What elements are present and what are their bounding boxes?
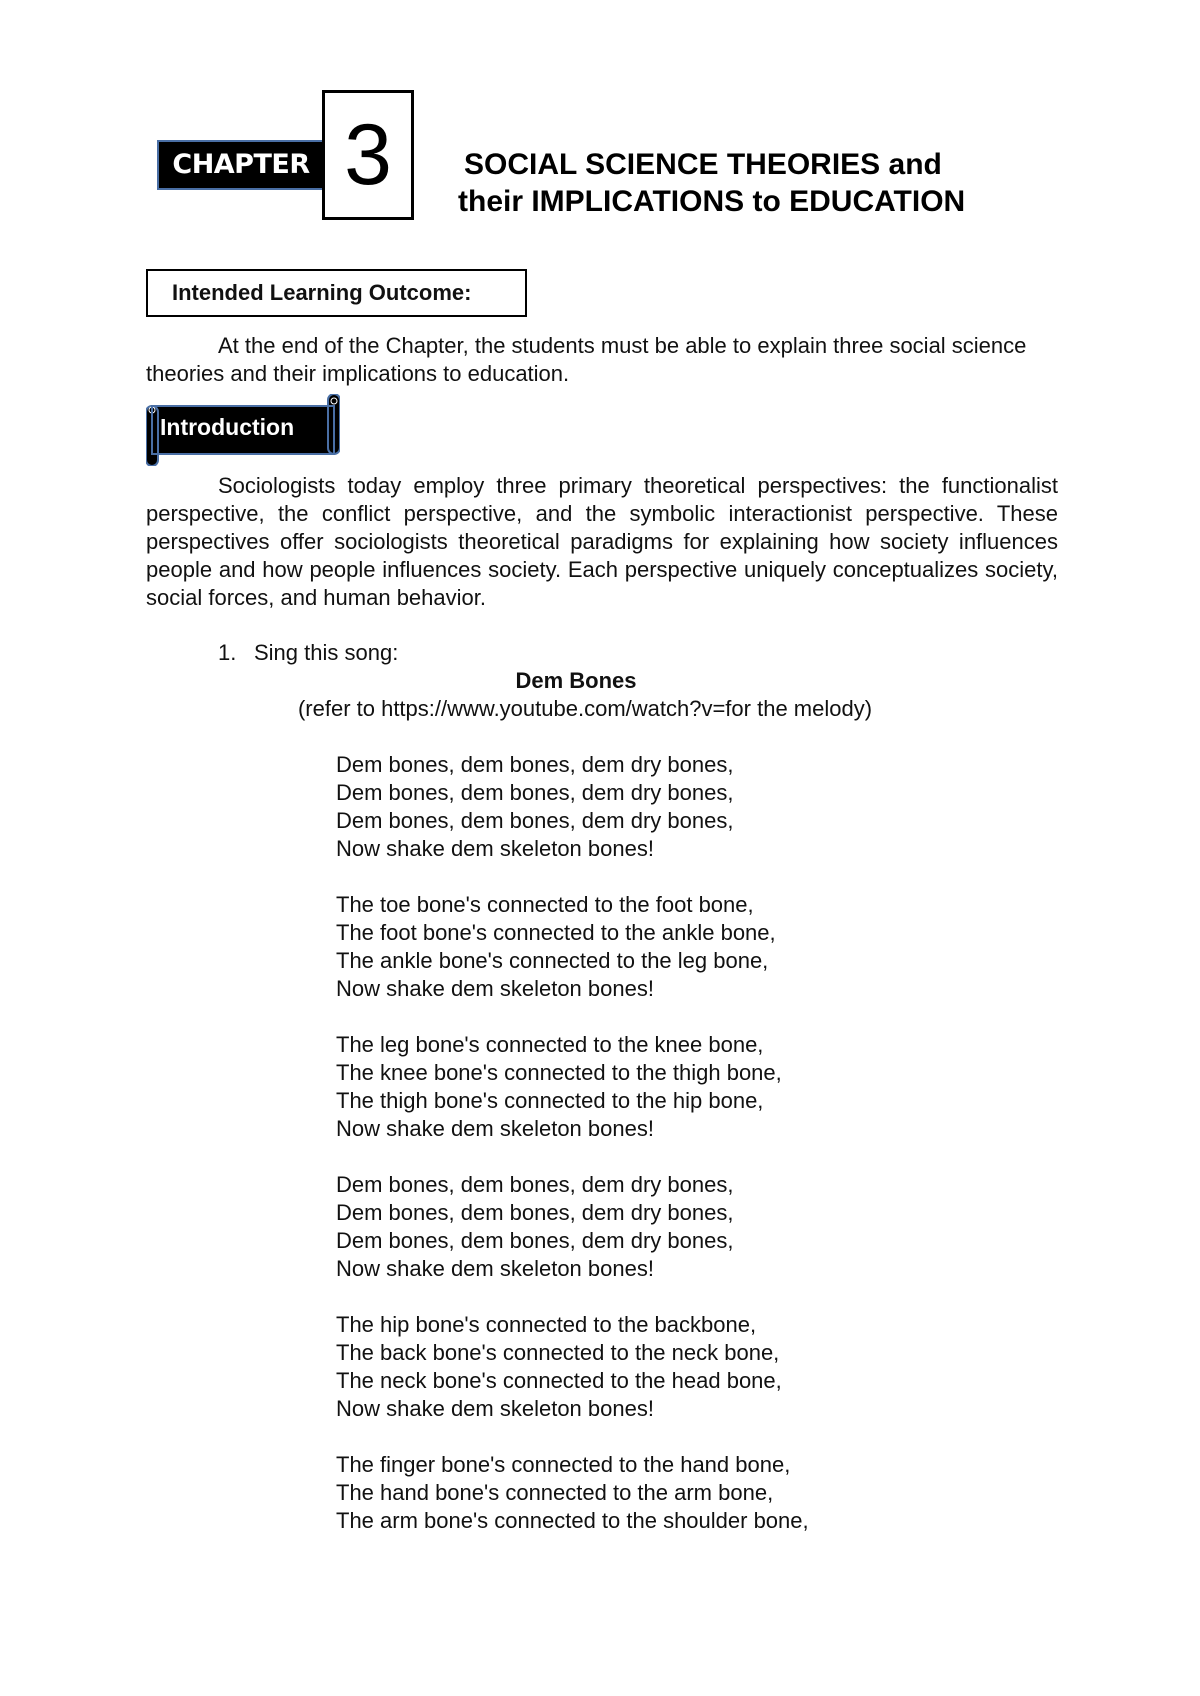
- ilo-heading: Intended Learning Outcome:: [172, 280, 472, 305]
- list-number: 1.: [218, 640, 237, 665]
- ilo-heading-box: [146, 269, 527, 317]
- lyric-line: The foot bone's connected to the ankle bone,: [336, 920, 776, 945]
- activity-instruction: Sing this song:: [254, 640, 399, 665]
- lyric-line: Dem bones, dem bones, dem dry bones,: [336, 1172, 734, 1197]
- lyric-line: The ankle bone's connected to the leg bone,: [336, 948, 769, 973]
- lyric-line: Dem bones, dem bones, dem dry bones,: [336, 780, 734, 805]
- introduction-text: Sociologists today employ three primary theoretical perspectives: the functionalist perspective, the conflict perspective, and the symbolic interactionist perspective. These perspectives offer sociologists theoretical paradigms for explaining how society influences people and how people influences society. Each perspective uniquely conceptualizes society, social forces, and human behavior.: [146, 473, 1058, 610]
- lyric-line: The hand bone's connected to the arm bone,: [336, 1480, 774, 1505]
- lyric-line: Now shake dem skeleton bones!: [336, 1256, 654, 1281]
- lyric-line: The neck bone's connected to the head bone,: [336, 1368, 782, 1393]
- lyrics-stanza: [336, 751, 1096, 863]
- lyric-line: Dem bones, dem bones, dem dry bones,: [336, 1200, 734, 1225]
- ilo-paragraph: [146, 332, 1058, 388]
- song-lyrics: [336, 751, 1096, 1563]
- lyric-line: Now shake dem skeleton bones!: [336, 976, 654, 1001]
- lyrics-stanza: [336, 1311, 1096, 1423]
- chapter-title: [458, 146, 1078, 220]
- lyric-line: The finger bone's connected to the hand bone,: [336, 1452, 791, 1477]
- song-title: Dem Bones: [515, 668, 637, 693]
- lyric-line: Dem bones, dem bones, dem dry bones,: [336, 752, 734, 777]
- introduction-banner: [146, 394, 340, 466]
- lyric-line: The toe bone's connected to the foot bone,: [336, 892, 754, 917]
- chapter-number: 3: [322, 90, 414, 220]
- lyric-line: The back bone's connected to the neck bone,: [336, 1340, 780, 1365]
- chapter-label-badge: CHAPTER: [157, 140, 325, 190]
- lyric-line: Dem bones, dem bones, dem dry bones,: [336, 1228, 734, 1253]
- lyric-line: The thigh bone's connected to the hip bone,: [336, 1088, 764, 1113]
- lyric-line: The hip bone's connected to the backbone,: [336, 1312, 757, 1337]
- chapter-title-line-2: their IMPLICATIONS to EDUCATION: [458, 185, 966, 218]
- lyrics-stanza: [336, 891, 1096, 1003]
- chapter-title-line-1: SOCIAL SCIENCE THEORIES and: [464, 148, 942, 181]
- introduction-paragraph: [146, 472, 1058, 612]
- lyrics-stanza: [336, 1031, 1096, 1143]
- lyric-line: The knee bone's connected to the thigh bone,: [336, 1060, 782, 1085]
- song-reference: (refer to https://www.youtube.com/watch?v=for the melody): [297, 696, 873, 721]
- lyric-line: Now shake dem skeleton bones!: [336, 1396, 654, 1421]
- lyric-line: Now shake dem skeleton bones!: [336, 836, 654, 861]
- lyric-line: The arm bone's connected to the shoulder bone,: [336, 1508, 809, 1533]
- lyric-line: The leg bone's connected to the knee bone,: [336, 1032, 764, 1057]
- lyric-line: Dem bones, dem bones, dem dry bones,: [336, 808, 734, 833]
- ilo-text: At the end of the Chapter, the students must be able to explain three social science theories and their implications to education.: [146, 333, 1027, 386]
- lyric-line: Now shake dem skeleton bones!: [336, 1116, 654, 1141]
- activity-list-item: [218, 639, 398, 667]
- lyrics-stanza: [336, 1171, 1096, 1283]
- lyrics-stanza: [336, 1451, 1096, 1535]
- introduction-heading: Introduction: [160, 414, 295, 440]
